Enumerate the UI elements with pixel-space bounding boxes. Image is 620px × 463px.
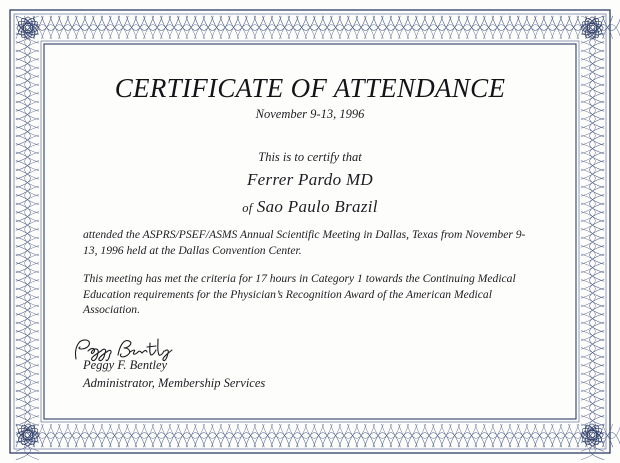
recipient-origin	[150, 197, 470, 217]
recipient-name: Ferrer Pardo MD	[247, 170, 373, 189]
origin-prefix: of	[242, 201, 253, 215]
event-date: November 9-13, 1996	[255, 107, 365, 121]
certify-line: This is to certify that	[258, 150, 362, 164]
origin-place: Sao Paulo Brazil	[256, 197, 378, 216]
signatory-name: Peggy F. Bentley	[83, 358, 168, 372]
criteria-paragraph: This meeting has met the criteria for 17 hours in Category 1 towards the Continuing Medical Education requirements for the Physician’s Recognition Award of the American Medical Association.	[83, 272, 516, 316]
certificate-title: CERTIFICATE OF ATTENDANCE	[114, 73, 506, 103]
signatory-title: Administrator, Membership Services	[83, 376, 266, 390]
attendance-paragraph: attended the ASPRS/PSEF/ASMS Annual Scientific Meeting in Dallas, Texas from November 9-13, 1996 held at the Dallas Convention Center.	[83, 228, 526, 257]
